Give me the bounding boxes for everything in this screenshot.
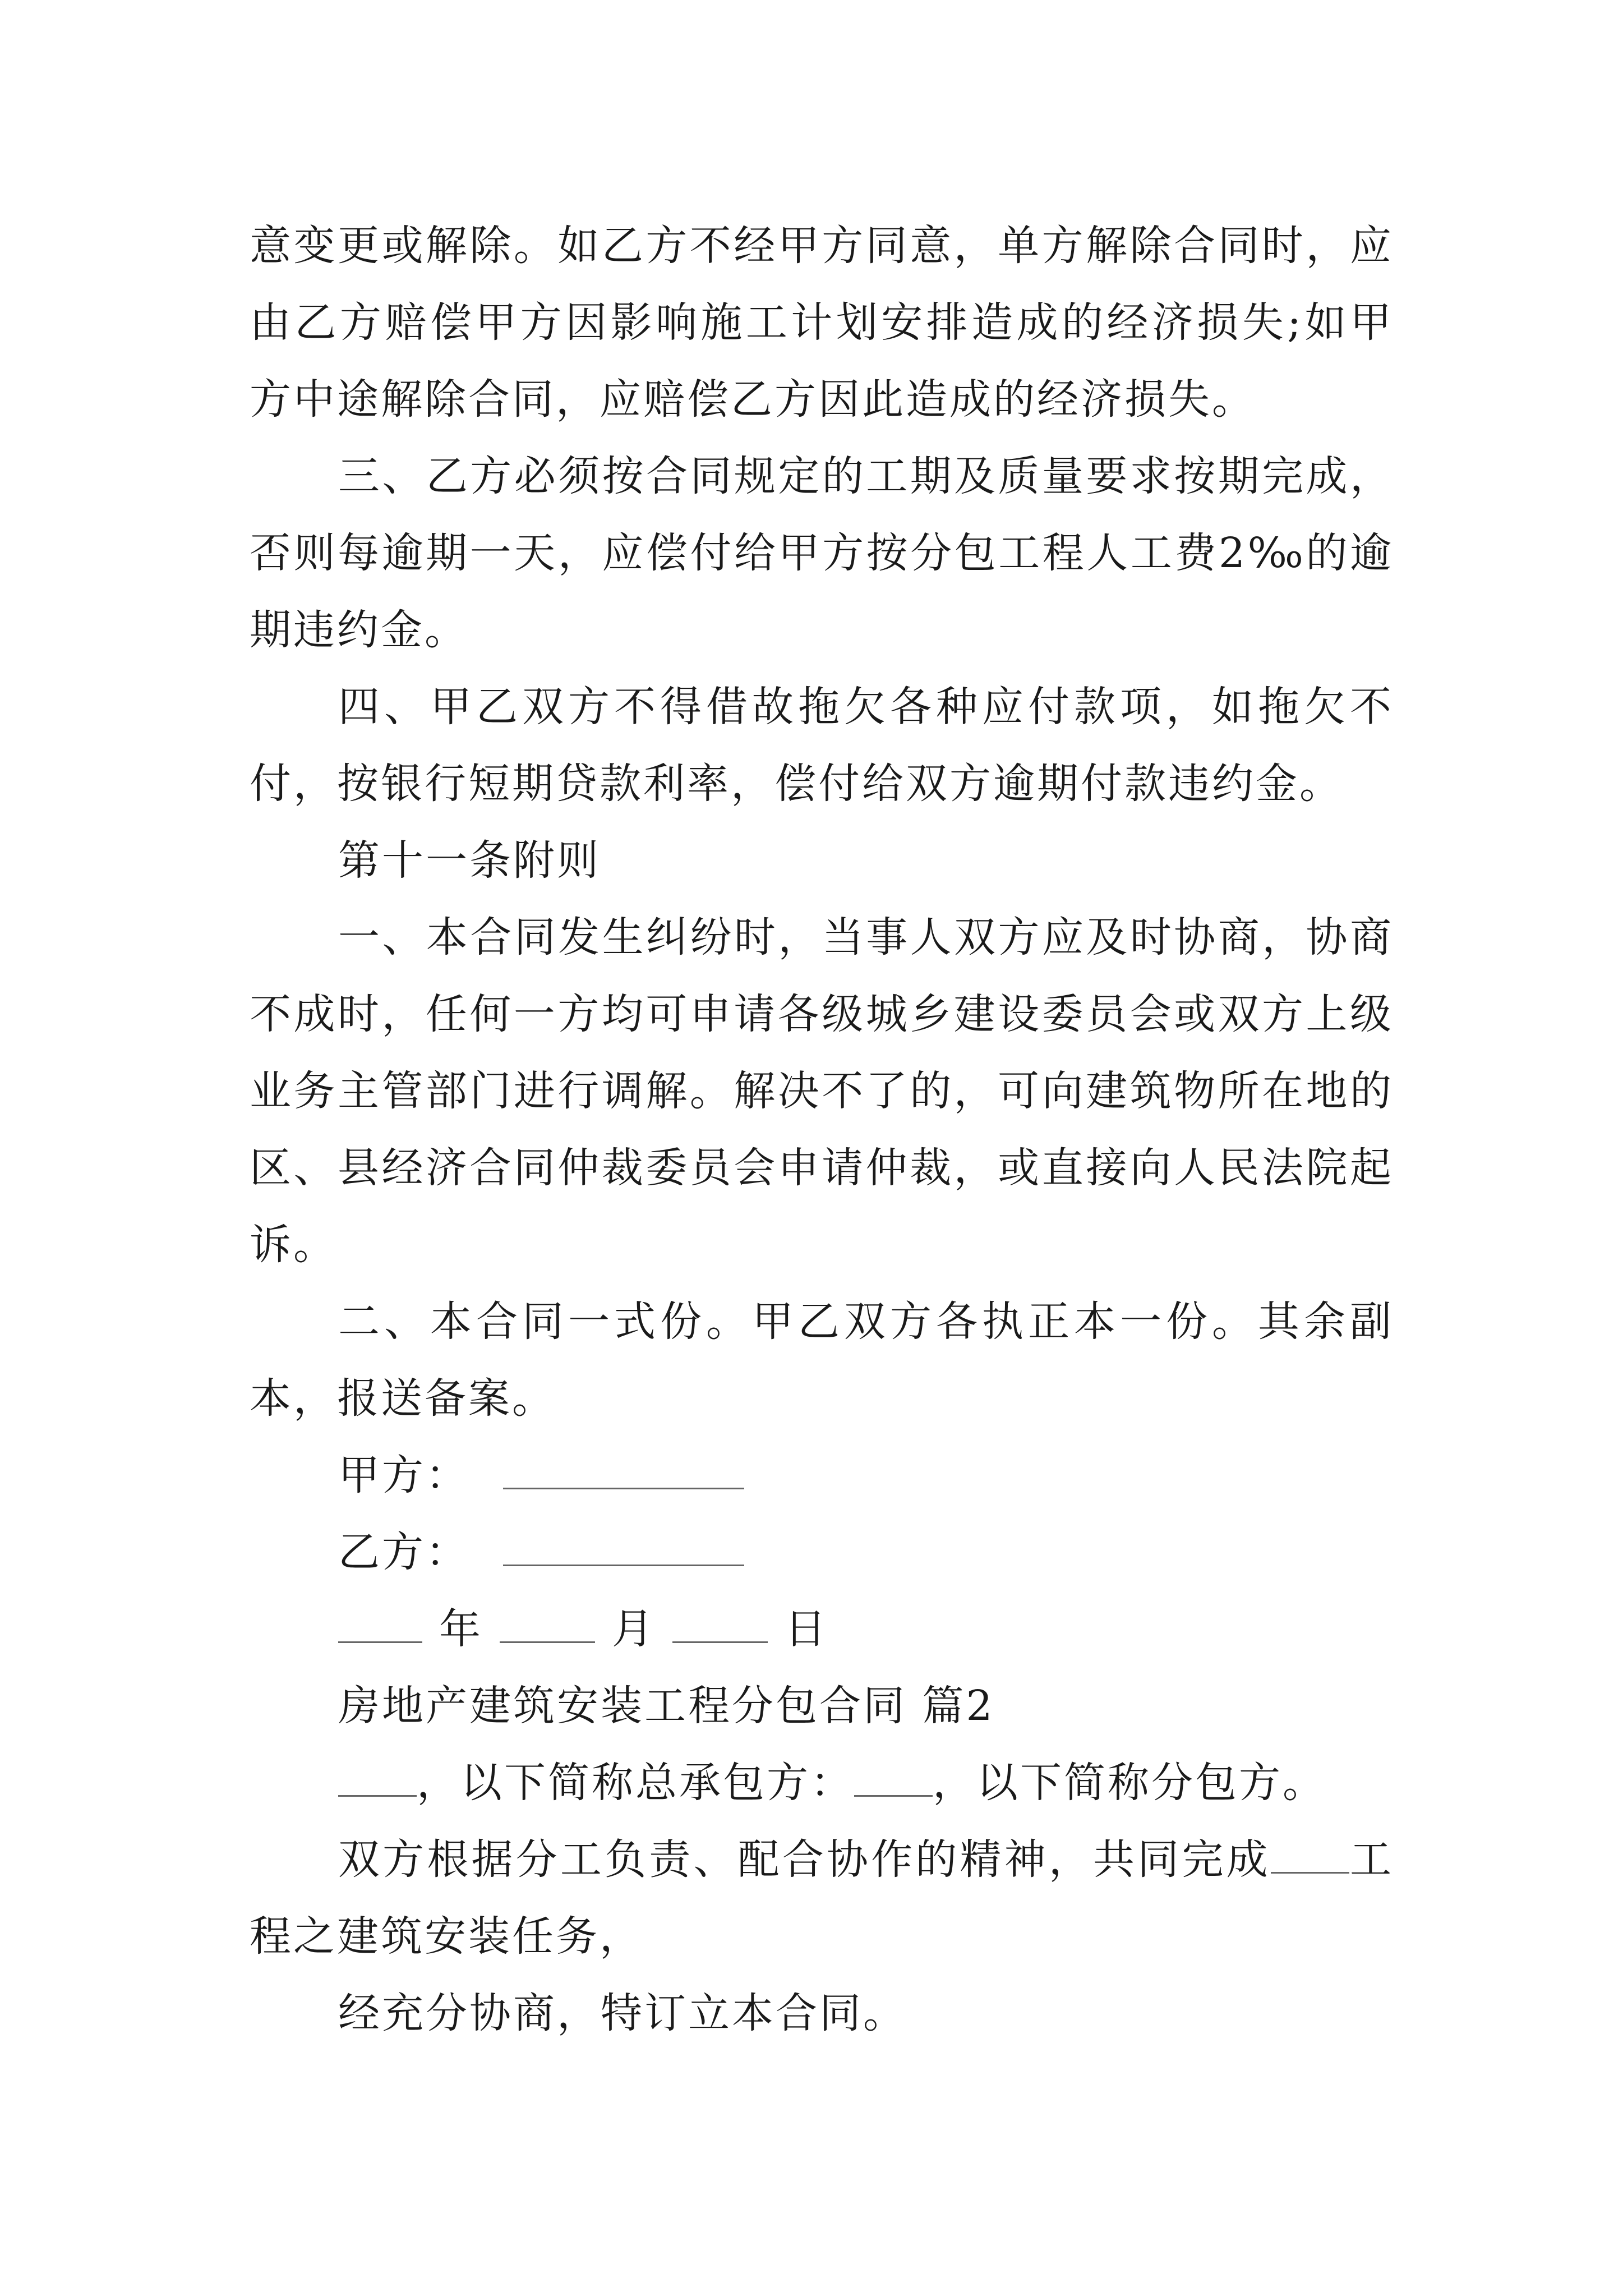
article-eleven-heading: 第十一条附则	[338, 836, 601, 885]
paragraph-parties-intro	[250, 1745, 1394, 1821]
paragraph-clause-four: 四、甲乙双方不得借故拖欠各种应付款项，如拖欠不付，按银行短期贷款利率，偿付给双方逾期付款违约金。	[250, 683, 1394, 808]
party-a-label: 甲方：	[338, 1451, 469, 1499]
paragraph-cooperation	[250, 1821, 1394, 1975]
section-title: 房地产建筑安装工程分包合同 篇2	[338, 1682, 995, 1730]
subcontractor-blank	[854, 1767, 933, 1797]
paragraph-article-eleven-two: 二、本合同一式份。甲乙双方各执正本一份。其余副本，报送备案。	[250, 1297, 1394, 1423]
paragraph-continuation: 意变更或解除。如乙方不经甲方同意，单方解除合同时，应由乙方赔偿甲方因影响施工计划安排造成的经济损失;如甲方中途解除合同，应赔偿乙方因此造成的经济损失。	[250, 222, 1394, 424]
date-row	[250, 1591, 1394, 1668]
party-a-signature-row	[250, 1437, 1394, 1514]
year-blank	[338, 1613, 422, 1643]
document-body	[250, 208, 1394, 2052]
cooperation-text-start: 双方根据分工负责、配合协作的精神，共同完成	[338, 1835, 1271, 1884]
intro-suffix-text: 以下简称分包方。	[976, 1759, 1326, 1807]
month-blank	[500, 1613, 595, 1643]
month-label: 月	[612, 1605, 656, 1653]
cooperation-text-end: 工程之建筑安装任务，	[250, 1835, 1394, 1961]
paragraph-agreement: 经充分协商，特订立本合同。	[338, 1989, 907, 2037]
paragraph-article-eleven-one: 一、本合同发生纠纷时，当事人双方应及时协商，协商不成时，任何一方均可申请各级城乡建设委员会或双方上级业务主管部门进行调解。解决不了的，可向建筑物所在地的区、县经济合同仲裁委员会申请仲裁，或直接向人民法院起诉。	[250, 913, 1394, 1269]
party-a-signature-blank	[503, 1460, 744, 1489]
party-b-signature-blank	[503, 1536, 744, 1566]
intro-prefix-text: 以下简称总承包方：	[460, 1759, 854, 1807]
party-b-signature-row	[250, 1514, 1394, 1591]
intro-comma-2: ，	[933, 1759, 976, 1807]
contractor-blank	[338, 1767, 417, 1797]
year-label: 年	[439, 1605, 483, 1653]
day-blank	[672, 1613, 768, 1643]
intro-comma-1: ，	[417, 1759, 460, 1807]
project-name-blank	[1271, 1844, 1349, 1874]
party-b-label: 乙方：	[338, 1528, 469, 1576]
paragraph-clause-three: 三、乙方必须按合同规定的工期及质量要求按期完成，否则每逾期一天，应偿付给甲方按分包工程人工费2‰的逾期违约金。	[250, 452, 1394, 654]
day-label: 日	[785, 1605, 828, 1653]
